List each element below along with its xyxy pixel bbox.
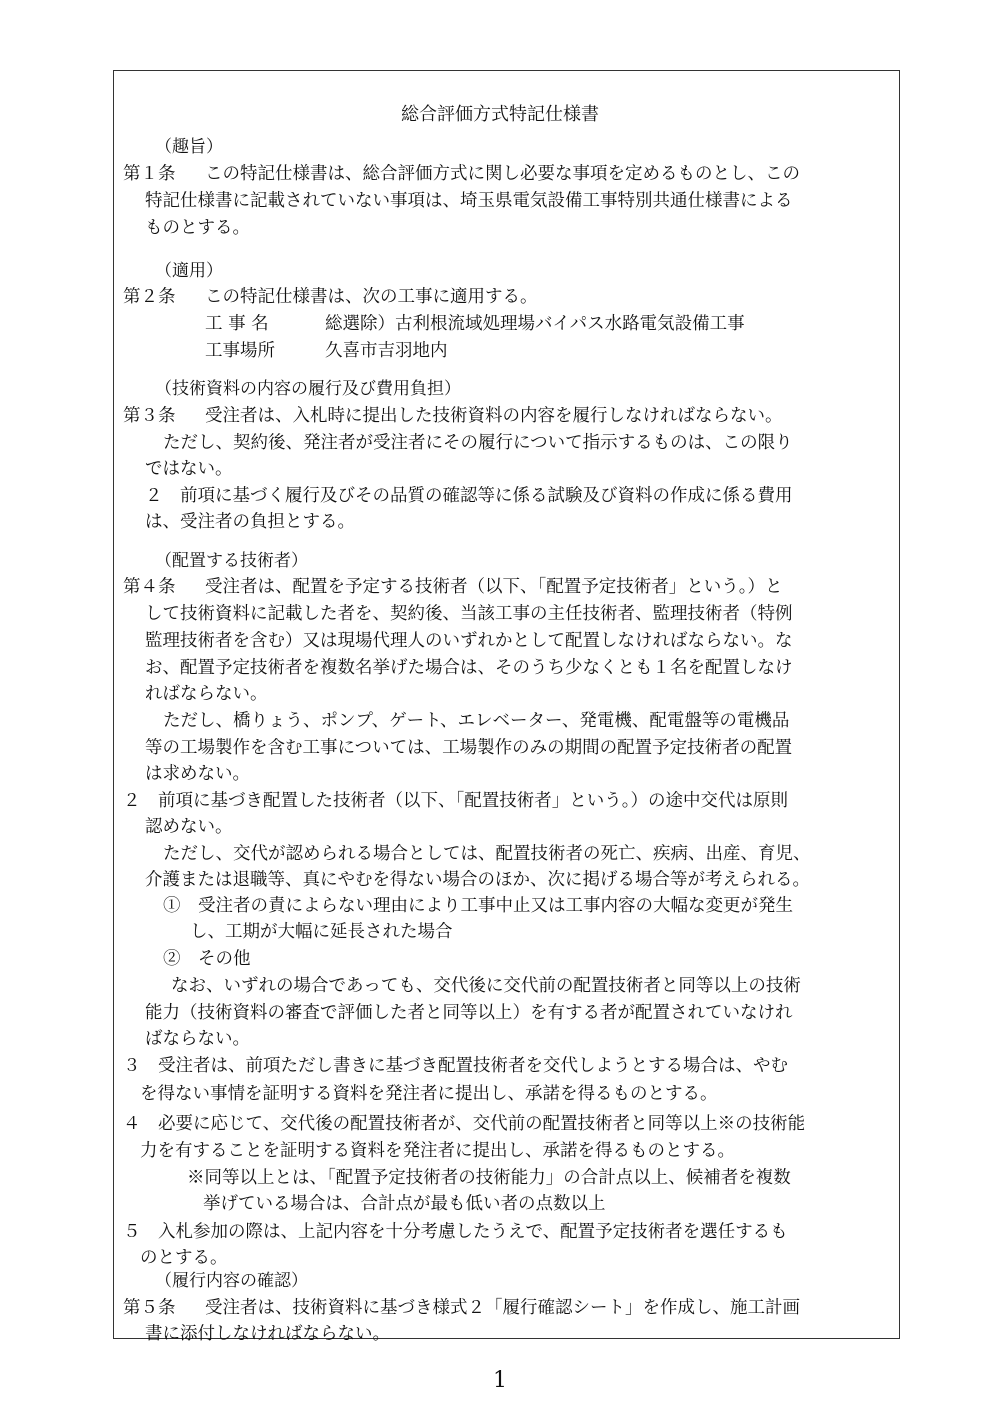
article-3-line: 受注者は、入札時に提出した技術資料の内容を履行しなければならない。 bbox=[205, 406, 783, 426]
article-4-note: ※同等以上とは、「配置予定技術者の技術能力」の合計点以上、候補者を複数 bbox=[187, 1168, 791, 1188]
article-4-line: 監理技術者を含む）又は現場代理人のいずれかとして配置しなければならない。な bbox=[145, 631, 793, 651]
article-4-line: 認めない。 bbox=[145, 817, 233, 837]
article-4-line: ただし、橋りょう、ポンプ、ゲート、エレベーター、発電機、配電盤等の電機品 bbox=[163, 711, 790, 731]
article-5-line: 書に添付しなければならない。 bbox=[145, 1324, 390, 1344]
article-4-line: ればならない。 bbox=[145, 684, 268, 704]
article-4-number: 第４条 bbox=[123, 577, 176, 597]
article-4-line: ② その他 bbox=[163, 949, 251, 969]
heading-application: （適用） bbox=[155, 261, 223, 281]
work-name-label: 工 事 名 bbox=[205, 314, 269, 334]
article-4-line: して技術資料に記載した者を、契約後、当該工事の主任技術者、監理技術者（特例 bbox=[145, 604, 793, 624]
article-4-line: ５ 入札参加の際は、上記内容を十分考慮したうえで、配置予定技術者を選任するも bbox=[123, 1222, 788, 1242]
article-4-line: なお、いずれの場合であっても、交代後に交代前の配置技術者と同等以上の技術 bbox=[171, 976, 801, 996]
article-4-line: ４ 必要に応じて、交代後の配置技術者が、交代前の配置技術者と同等以上※の技術能 bbox=[123, 1114, 806, 1134]
article-3-line: ただし、契約後、発注者が受注者にその履行について指示するものは、この限り bbox=[163, 433, 793, 453]
article-1-line: ものとする。 bbox=[145, 218, 250, 238]
article-4-line: ① 受注者の責によらない理由により工事中止又は工事内容の大幅な変更が発生 bbox=[163, 896, 793, 916]
article-4-line: ただし、交代が認められる場合としては、配置技術者の死亡、疾病、出産、育児、 bbox=[163, 844, 811, 864]
article-2-line: この特記仕様書は、次の工事に適用する。 bbox=[205, 287, 538, 307]
page-number: 1 bbox=[493, 1368, 507, 1393]
work-place-value: 久喜市吉羽地内 bbox=[325, 341, 448, 361]
article-4-line: 能力（技術資料の審査で評価した者と同等以上）を有する者が配置されていなけれ bbox=[145, 1003, 793, 1023]
article-3-line: ２ 前項に基づく履行及びその品質の確認等に係る試験及び資料の作成に係る費用 bbox=[145, 486, 793, 506]
article-4-line: 力を有することを証明する資料を発注者に提出し、承諾を得るものとする。 bbox=[140, 1141, 735, 1161]
heading-technical-docs: （技術資料の内容の履行及び費用負担） bbox=[155, 379, 461, 399]
article-1-line: この特記仕様書は、総合評価方式に関し必要な事項を定めるものとし、この bbox=[205, 164, 800, 184]
article-4-line: 等の工場製作を含む工事については、工場製作のみの期間の配置予定技術者の配置 bbox=[145, 738, 793, 758]
article-4-line: ３ 受注者は、前項ただし書きに基づき配置技術者を交代しようとする場合は、やむ bbox=[123, 1056, 788, 1076]
article-4-line: ばならない。 bbox=[145, 1029, 250, 1049]
article-4-line: は求めない。 bbox=[145, 764, 250, 784]
article-1-line: 特記仕様書に記載されていない事項は、埼玉県電気設備工事特別共通仕様書による bbox=[145, 191, 793, 211]
article-5-line: 受注者は、技術資料に基づき様式２「履行確認シート」を作成し、施工計画 bbox=[205, 1298, 800, 1318]
article-4-line: のとする。 bbox=[140, 1248, 228, 1268]
document-title: 総合評価方式特記仕様書 bbox=[401, 104, 599, 125]
work-name-value: 総選除）古利根流域処理場バイパス水路電気設備工事 bbox=[325, 314, 745, 334]
article-4-line: を得ない事情を証明する資料を発注者に提出し、承諾を得るものとする。 bbox=[140, 1084, 718, 1104]
work-place-label: 工事場所 bbox=[205, 341, 275, 361]
article-5-number: 第５条 bbox=[123, 1298, 176, 1318]
article-2-number: 第２条 bbox=[123, 287, 176, 307]
article-4-line: ２ 前項に基づき配置した技術者（以下、「配置技術者」という。）の途中交代は原則 bbox=[123, 791, 788, 811]
article-3-line: ではない。 bbox=[145, 459, 233, 479]
article-4-line: 受注者は、配置を予定する技術者（以下、「配置予定技術者」という。）と bbox=[205, 577, 783, 597]
article-3-line: は、受注者の負担とする。 bbox=[145, 512, 355, 532]
article-4-line: お、配置予定技術者を複数名挙げた場合は、そのうち少なくとも１名を配置しなけ bbox=[145, 658, 793, 678]
heading-purpose: （趣旨） bbox=[155, 137, 223, 157]
article-4-note: 挙げている場合は、合計点が最も低い者の点数以上 bbox=[203, 1194, 606, 1214]
article-1-number: 第１条 bbox=[123, 164, 176, 184]
heading-engineers: （配置する技術者） bbox=[155, 551, 308, 571]
article-4-line: 介護または退職等、真にやむを得ない場合のほか、次に掲げる場合等が考えられる。 bbox=[145, 870, 810, 890]
heading-performance-check: （履行内容の確認） bbox=[155, 1271, 308, 1291]
article-3-number: 第３条 bbox=[123, 406, 176, 426]
article-4-line: し、工期が大幅に延長された場合 bbox=[190, 922, 453, 942]
